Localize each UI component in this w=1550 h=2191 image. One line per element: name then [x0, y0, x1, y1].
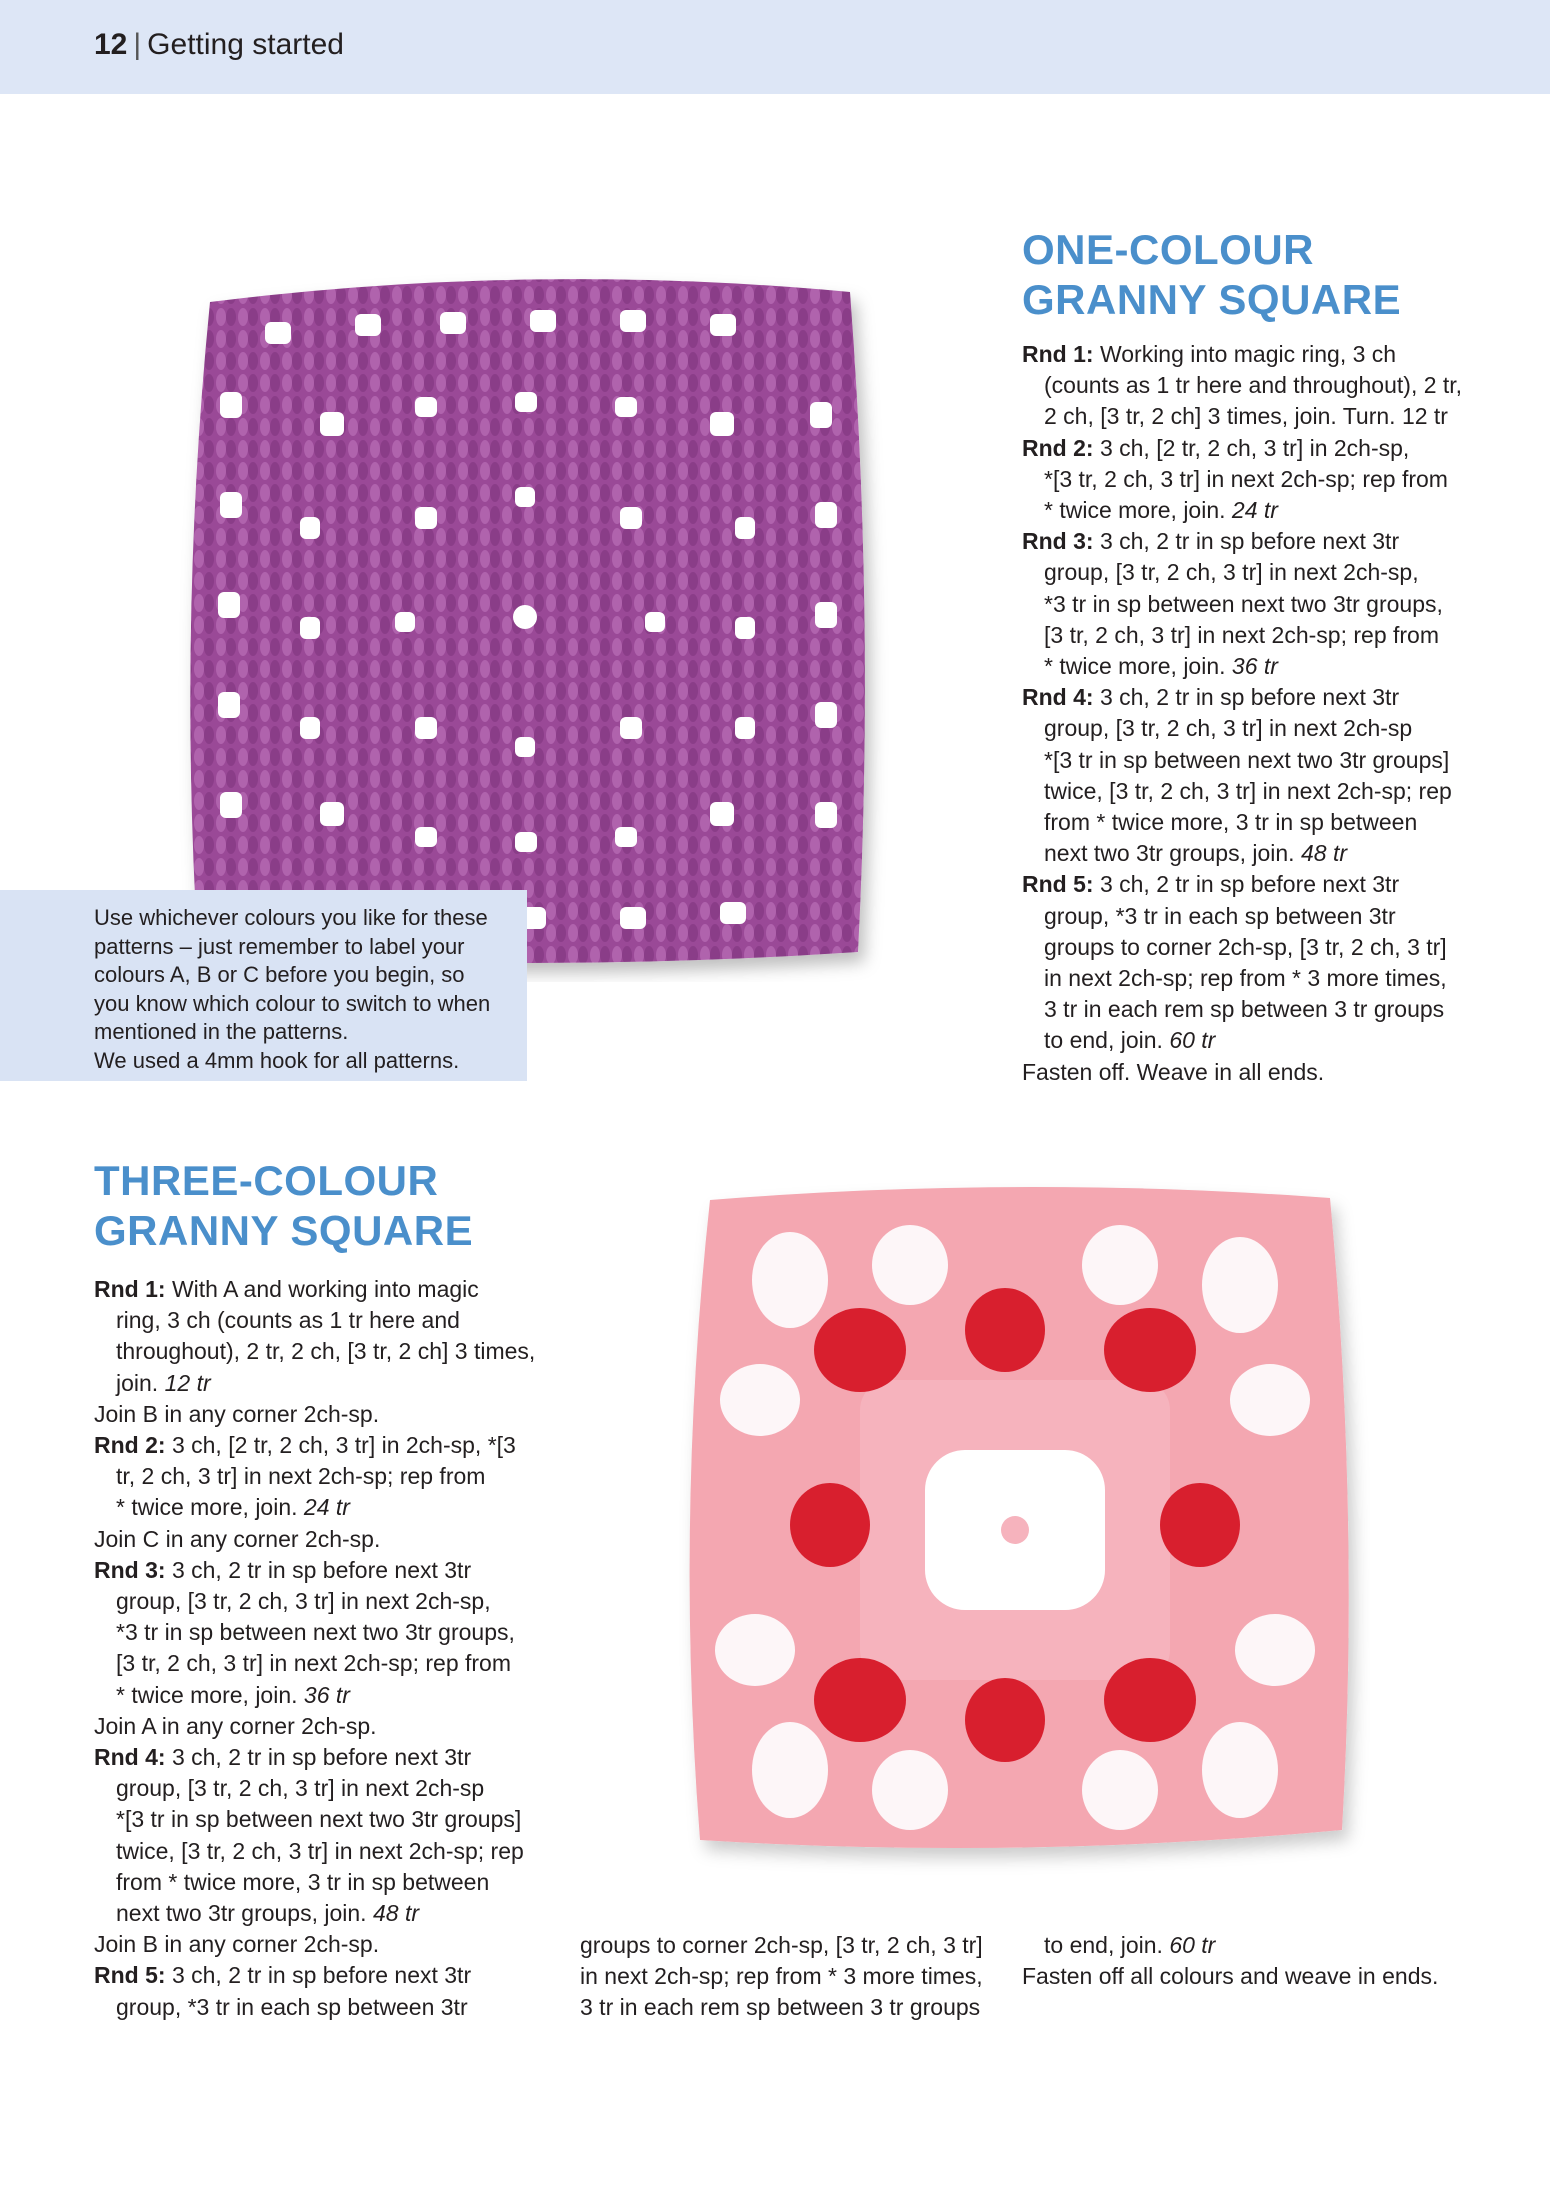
section-title: Getting started [147, 28, 344, 61]
one-colour-instructions: Rnd 1: Working into magic ring, 3 ch (counts as 1 tr here and throughout), 2 tr, 2 ch, [3 tr, 2 ch] 3 times, join. Turn. 12 tr Rnd 2: 3 ch, [2 tr, 2 ch, 3 tr] in 2ch-sp, *[3 tr, 2 ch, 3 tr] in next 2ch-sp; rep from * twice more, join. 24 tr Rnd 3: 3 ch, 2 tr in sp before next 3tr group, [3 tr, 2 ch, 3 tr] in next 2ch-sp, *3 tr in sp between next two 3tr groups, [3 tr, 2 ch, 3 tr] in next 2ch-sp; rep from * twice more, join. 36 tr Rnd 4: 3 ch, 2 tr in sp before next 3tr group, [3 tr, 2 ch, 3 tr] in next 2ch-sp *[3 tr in sp between next two 3tr groups] twice, [3 tr, 2 ch, 3 tr] in next 2ch-sp; rep from * twice more, 3 tr in sp between next two 3tr groups, join. 48 tr Rnd 5: 3 ch, 2 tr in sp before next 3tr group, *3 tr in each sp between 3tr groups to corner 2ch-sp, [3 tr, 2 ch, 3 tr] in next 2ch-sp; rep from * 3 more times, 3 tr in each rem sp between 3 tr groups to end, join. 60 tr Fasten off. Weave in all ends. [1022, 341, 1463, 1085]
tip-line: mentioned in the patterns. [94, 1019, 349, 1044]
tip-line: We used a 4mm hook for all patterns. [94, 1047, 460, 1073]
three-colour-granny-square-photo [660, 1180, 1370, 1880]
three-colour-instructions-col3: to end, join. 60 tr Fasten off all colours and weave in ends. [1022, 1932, 1439, 1990]
purple-granny-square-photo [170, 262, 890, 982]
page-number: 12 [94, 28, 128, 61]
tip-box [0, 890, 527, 1081]
three-colour-instructions-col1: Rnd 1: With A and working into magic ring, 3 ch (counts as 1 tr here and throughout), 2 tr, 2 ch, [3 tr, 2 ch] 3 times, join. 12 tr Join B in any corner 2ch-sp. Rnd 2: 3 ch, [2 tr, 2 ch, 3 tr] in 2ch-sp, *[3 tr, 2 ch, 3 tr] in next 2ch-sp; rep from * twice more, join. 24 tr Join C in any corner 2ch-sp. Rnd 3: 3 ch, 2 tr in sp before next 3tr group, [3 tr, 2 ch, 3 tr] in next 2ch-sp, *3 tr in sp between next two 3tr groups, [3 tr, 2 ch, 3 tr] in next 2ch-sp; rep from * twice more, join. 36 tr Join A in any corner 2ch-sp. Rnd 4: 3 ch, 2 tr in sp before next 3tr group, [3 tr, 2 ch, 3 tr] in next 2ch-sp *[3 tr in sp between next two 3tr groups] twice, [3 tr, 2 ch, 3 tr] in next 2ch-sp; rep from * twice more, 3 tr in sp between next two 3tr groups, join. 48 tr Join B in any corner 2ch-sp. Rnd 5: 3 ch, 2 tr in sp before next 3tr group, *3 tr in each sp between 3tr [94, 1276, 536, 2020]
tip-line: colours A, B or C before you begin, so [94, 962, 465, 987]
one-colour-title: ONE-COLOUR GRANNY SQUARE [1022, 226, 1402, 323]
tip-line: Use whichever colours you like for these [94, 905, 488, 930]
three-colour-title: THREE-COLOUR GRANNY SQUARE [94, 1157, 474, 1254]
tip-line: you know which colour to switch to when [94, 990, 491, 1016]
three-colour-instructions-col2: groups to corner 2ch-sp, [3 tr, 2 ch, 3 tr] in next 2ch-sp; rep from * 3 more times, 3 tr in each rem sp between 3 tr groups [580, 1932, 983, 2021]
tip-line: patterns – just remember to label your [94, 933, 465, 959]
page-header [0, 0, 1550, 94]
running-head: 12 | Getting started [94, 28, 344, 61]
